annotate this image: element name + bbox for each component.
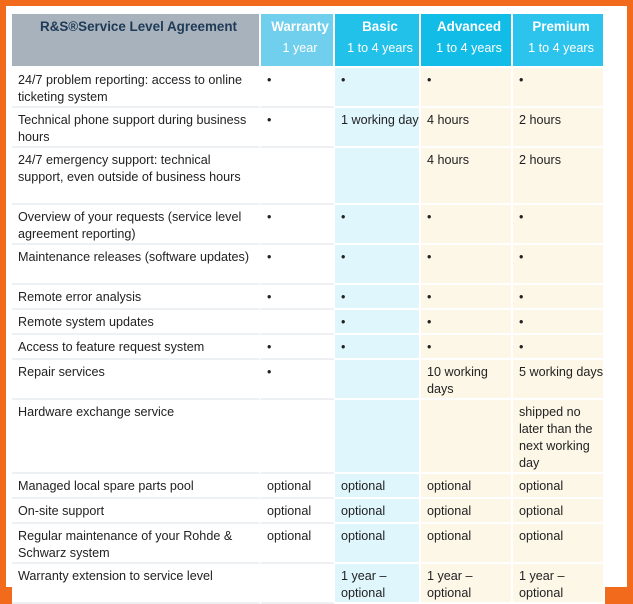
table-row (12, 474, 605, 499)
basic-cell: 1 working day (335, 108, 421, 148)
advanced-cell (421, 400, 513, 474)
table-row (12, 245, 605, 285)
sla-table-frame (6, 6, 627, 600)
premium-cell: • (513, 68, 605, 108)
basic-cell: optional (335, 474, 421, 499)
warranty-cell: • (261, 335, 335, 360)
warranty-cell: • (261, 205, 335, 245)
feature-cell: Hardware exchange service (12, 400, 261, 474)
basic-cell: • (335, 285, 421, 310)
feature-cell: 24/7 problem reporting: access to online ticketing system (12, 68, 261, 108)
warranty-cell: • (261, 285, 335, 310)
table-row (12, 205, 605, 245)
premium-cell: • (513, 245, 605, 285)
table-row (12, 499, 605, 524)
column-header-premium (513, 14, 605, 68)
basic-cell: optional (335, 499, 421, 524)
feature-cell: Overview of your requests (service level agreement reporting) (12, 205, 261, 245)
feature-cell: Maintenance releases (software updates) (12, 245, 261, 285)
feature-cell: Technical phone support during business hours (12, 108, 261, 148)
advanced-cell: • (421, 205, 513, 245)
advanced-cell: optional (421, 499, 513, 524)
advanced-cell: • (421, 310, 513, 335)
warranty-cell: optional (261, 474, 335, 499)
premium-cell: • (513, 285, 605, 310)
table-row (12, 148, 605, 205)
premium-cell: • (513, 335, 605, 360)
premium-cell: • (513, 310, 605, 335)
table-row (12, 524, 605, 564)
basic-cell: 1 year – optional (335, 564, 421, 604)
warranty-cell: • (261, 360, 335, 400)
premium-cell: 2 hours (513, 108, 605, 148)
table-title: R&S®Service Level Agreement (12, 14, 261, 68)
column-header-basic (335, 14, 421, 68)
column-name: Basic (362, 19, 398, 34)
premium-cell: optional (513, 499, 605, 524)
table-row (12, 400, 605, 474)
basic-cell: • (335, 245, 421, 285)
advanced-cell: • (421, 68, 513, 108)
column-name: Advanced (437, 19, 501, 34)
advanced-cell: 10 working days (421, 360, 513, 400)
feature-cell: Managed local spare parts pool (12, 474, 261, 499)
warranty-cell: • (261, 245, 335, 285)
column-term: 1 to 4 years (436, 41, 502, 55)
premium-cell: optional (513, 474, 605, 499)
feature-cell: Repair services (12, 360, 261, 400)
warranty-cell: • (261, 108, 335, 148)
feature-cell: 24/7 emergency support: technical support, even outside of business hours (12, 148, 261, 205)
warranty-cell: optional (261, 524, 335, 564)
basic-cell: • (335, 335, 421, 360)
column-name: Premium (532, 19, 590, 34)
advanced-cell: • (421, 335, 513, 360)
basic-cell (335, 400, 421, 474)
column-term: 1 year (282, 41, 318, 55)
table-row (12, 310, 605, 335)
column-header-advanced (421, 14, 513, 68)
sla-comparison-table (12, 14, 605, 604)
advanced-cell: optional (421, 474, 513, 499)
feature-cell: Remote error analysis (12, 285, 261, 310)
advanced-cell: • (421, 245, 513, 285)
premium-cell: • (513, 205, 605, 245)
column-name: Warranty (271, 19, 329, 34)
warranty-cell: optional (261, 499, 335, 524)
feature-cell: Regular maintenance of your Rohde & Schwarz system (12, 524, 261, 564)
premium-cell: 5 working days (513, 360, 605, 400)
warranty-cell (261, 148, 335, 205)
feature-cell: Warranty extension to service level (12, 564, 261, 604)
premium-cell: 1 year – optional (513, 564, 605, 604)
column-term: 1 to 4 years (347, 41, 413, 55)
warranty-cell (261, 564, 335, 604)
advanced-cell: 4 hours (421, 108, 513, 148)
basic-cell: • (335, 205, 421, 245)
warranty-cell: • (261, 68, 335, 108)
table-row (12, 68, 605, 108)
basic-cell: • (335, 68, 421, 108)
feature-cell: Remote system updates (12, 310, 261, 335)
table-row (12, 285, 605, 310)
advanced-cell: optional (421, 524, 513, 564)
header-row (12, 14, 605, 68)
warranty-cell (261, 310, 335, 335)
premium-cell: 2 hours (513, 148, 605, 205)
warranty-cell (261, 400, 335, 474)
basic-cell: • (335, 310, 421, 335)
column-header-warranty (261, 14, 335, 68)
table-row (12, 108, 605, 148)
premium-cell: optional (513, 524, 605, 564)
column-term: 1 to 4 years (528, 41, 594, 55)
feature-cell: On-site support (12, 499, 261, 524)
basic-cell (335, 360, 421, 400)
table-row (12, 360, 605, 400)
advanced-cell: 1 year – optional (421, 564, 513, 604)
advanced-cell: 4 hours (421, 148, 513, 205)
table-row (12, 564, 605, 604)
feature-cell: Access to feature request system (12, 335, 261, 360)
premium-cell: shipped no later than the next working day (513, 400, 605, 474)
advanced-cell: • (421, 285, 513, 310)
basic-cell (335, 148, 421, 205)
basic-cell: optional (335, 524, 421, 564)
table-row (12, 335, 605, 360)
